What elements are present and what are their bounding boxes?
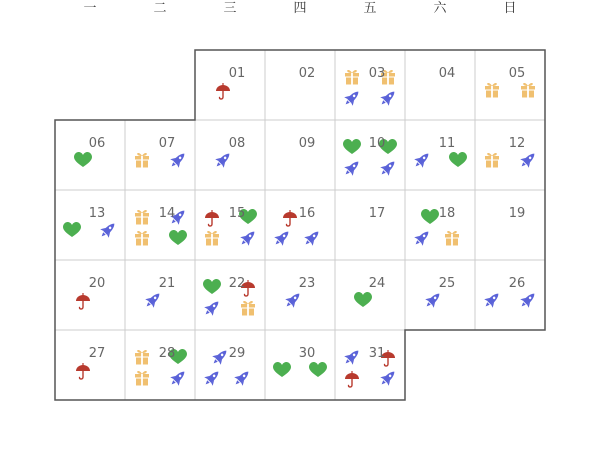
calendar-cell — [405, 260, 475, 330]
weekday-label: 三 — [223, 1, 237, 16]
day-number: 19 — [508, 206, 526, 221]
day-number: 27 — [88, 346, 106, 361]
calendar-cell — [335, 50, 405, 120]
day-number: 18 — [438, 206, 456, 221]
day-number: 22 — [228, 276, 246, 291]
calendar-cell — [195, 190, 265, 260]
day-number: 25 — [438, 276, 456, 291]
calendar-cell — [125, 260, 195, 330]
weekday-label: 一 — [83, 1, 97, 16]
calendar-cell — [195, 260, 265, 330]
calendar-cell — [335, 190, 405, 260]
day-number: 28 — [158, 346, 176, 361]
day-number: 04 — [438, 66, 456, 81]
calendar-cell — [125, 190, 195, 260]
day-number: 21 — [158, 276, 176, 291]
day-number: 12 — [508, 136, 526, 151]
calendar-cell — [335, 330, 405, 400]
day-number: 16 — [298, 206, 316, 221]
day-number: 15 — [228, 206, 246, 221]
day-number: 03 — [368, 66, 386, 81]
calendar-cell — [475, 260, 545, 330]
day-number: 02 — [298, 66, 316, 81]
day-number: 13 — [88, 206, 106, 221]
calendar-cell — [125, 120, 195, 190]
calendar-cell — [405, 50, 475, 120]
weekday-label: 六 — [433, 1, 447, 16]
day-number: 11 — [438, 136, 456, 151]
day-number: 08 — [228, 136, 246, 151]
day-number: 17 — [368, 206, 386, 221]
day-number: 07 — [158, 136, 176, 151]
weekday-label: 四 — [293, 1, 307, 16]
weekday-label: 日 — [503, 1, 517, 16]
calendar-cell — [195, 50, 265, 120]
day-number: 06 — [88, 136, 106, 151]
calendar-cell — [125, 330, 195, 400]
weekday-header — [83, 1, 516, 16]
calendar-cell — [475, 50, 545, 120]
calendar-cell — [195, 330, 265, 400]
day-number: 23 — [298, 276, 316, 291]
day-number: 01 — [228, 66, 246, 81]
weekday-label: 五 — [363, 1, 377, 16]
calendar-cell — [335, 120, 405, 190]
day-number: 20 — [88, 276, 106, 291]
calendar-cell — [475, 120, 545, 190]
day-number: 24 — [368, 276, 386, 291]
calendar-cell — [55, 330, 125, 400]
weekday-label: 二 — [153, 1, 167, 16]
calendar-cell — [475, 190, 545, 260]
day-number: 30 — [298, 346, 316, 361]
day-number: 26 — [508, 276, 526, 291]
calendar-cell — [265, 260, 335, 330]
day-number: 29 — [228, 346, 246, 361]
day-number: 31 — [368, 346, 386, 361]
day-number: 10 — [368, 136, 386, 151]
day-number: 14 — [158, 206, 176, 221]
calendar-cell — [265, 120, 335, 190]
calendar-cell — [55, 260, 125, 330]
calendar-cell — [265, 190, 335, 260]
calendar-cell — [405, 190, 475, 260]
calendar-cell — [265, 50, 335, 120]
calendar-cell — [195, 120, 265, 190]
day-number: 09 — [298, 136, 316, 151]
day-number: 05 — [508, 66, 526, 81]
